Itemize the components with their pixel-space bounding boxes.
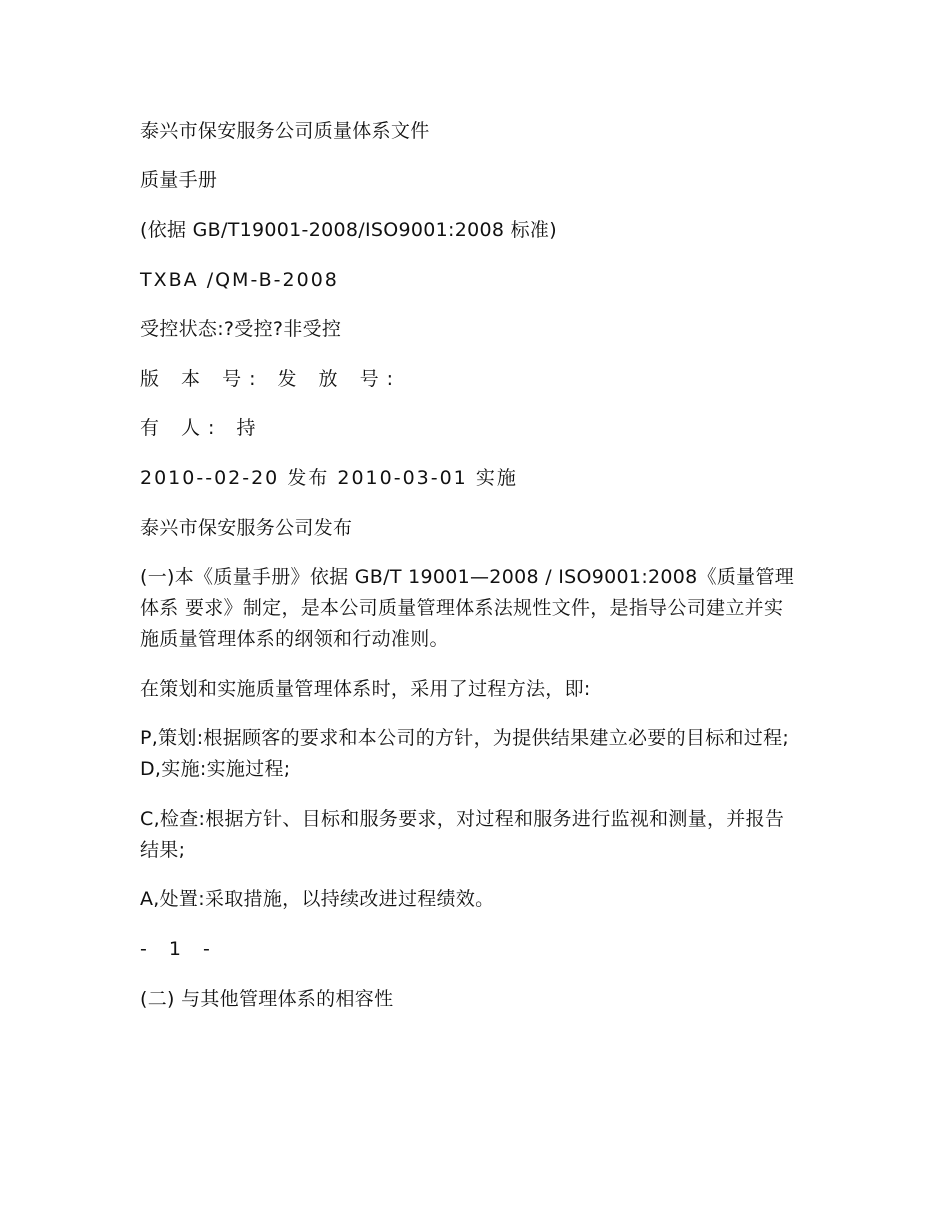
holder-line: 有 人: 持 [140, 417, 264, 439]
paragraph-check: C,检查:根据方针、目标和服务要求，对过程和服务进行监视和测量，并报告结果; [140, 808, 785, 861]
basis-standard: (依据 GB/T19001-2008/ISO9001:2008 标准) [140, 219, 557, 241]
page-number: - 1 - [140, 938, 218, 960]
dates-line: 2010--02-20 发布 2010-03-01 实施 [140, 467, 518, 489]
company-title: 泰兴市保安服务公司质量体系文件 [140, 120, 430, 142]
paragraph-plan-do: P,策划:根据顾客的要求和本公司的方针，为提供结果建立必要的目标和过程; D,实施:实施过程; [140, 727, 790, 780]
publisher: 泰兴市保安服务公司发布 [140, 517, 353, 539]
control-status: 受控状态:?受控?非受控 [140, 318, 342, 340]
paragraph-act: A,处置:采取措施，以持续改进过程绩效。 [140, 888, 495, 910]
section-heading-compatibility: (二) 与其他管理体系的相容性 [140, 988, 394, 1010]
paragraph-quality-manual-basis: (一)本《质量手册》依据 GB/T 19001—2008 / ISO9001:2008《质量管理体系 要求》制定，是本公司质量管理体系法规性文件，是指导公司建立并实施质量管理体系的纲领和行动准则。 [140, 566, 795, 650]
manual-title: 质量手册 [140, 169, 218, 191]
paragraph-process-approach: 在策划和实施质量管理体系时，采用了过程方法，即: [140, 678, 591, 700]
document-code: TXBA /QM-B-2008 [140, 269, 339, 291]
version-line: 版 本 号: 发 放 号: [140, 368, 402, 390]
